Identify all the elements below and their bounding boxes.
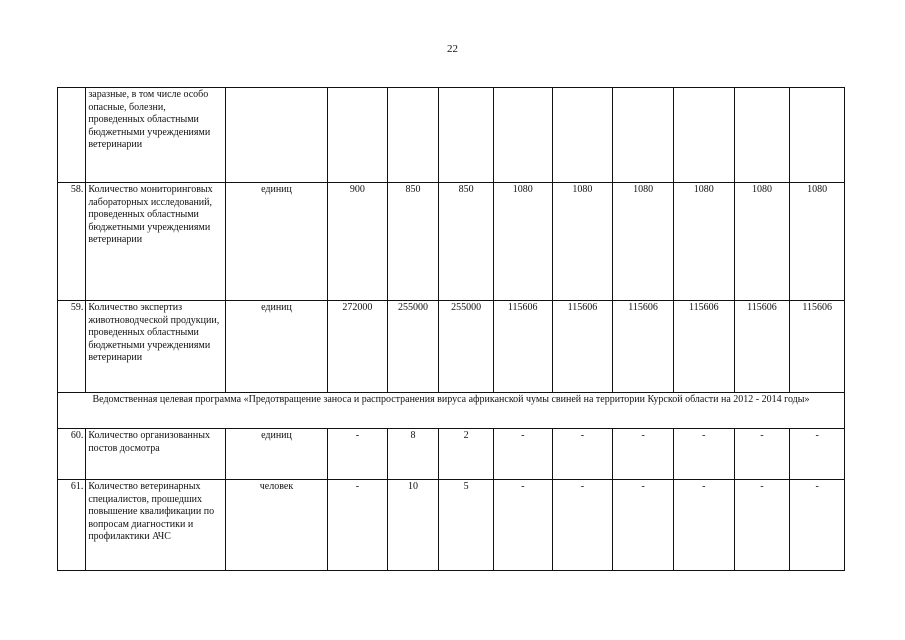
value-cell (673, 88, 734, 183)
value-cell: 1080 (673, 183, 734, 301)
value-cell: - (673, 480, 734, 571)
value-cell: 2 (439, 429, 494, 480)
value-cell: - (613, 480, 674, 571)
row-number: 58. (58, 183, 86, 301)
indicator-name: Количество организованных постов досмотра (86, 429, 226, 480)
indicator-name: Количество ветеринарных специалистов, прошедших повышение квалификации по вопросам диагностики и профилактики АЧС (86, 480, 226, 571)
value-cell: - (552, 480, 613, 571)
value-cell: 1080 (790, 183, 845, 301)
value-cell: 255000 (439, 301, 494, 393)
value-cell: - (552, 429, 613, 480)
value-cell: 115606 (613, 301, 674, 393)
value-cell: 115606 (734, 301, 790, 393)
value-cell: 900 (328, 183, 388, 301)
row-number: 59. (58, 301, 86, 393)
value-cell: 1080 (493, 183, 552, 301)
value-cell: 10 (387, 480, 439, 571)
value-cell: - (734, 480, 790, 571)
table-row (58, 183, 845, 301)
unit-cell (225, 88, 327, 183)
value-cell: 850 (387, 183, 439, 301)
indicator-name: заразные, в том числе особо опасные, болезни, проведенных областными бюджетными учреждениями ветеринарии (86, 88, 226, 183)
value-cell: 115606 (790, 301, 845, 393)
table-row (58, 480, 845, 571)
unit-cell: единиц (225, 183, 327, 301)
value-cell: - (493, 429, 552, 480)
value-cell: - (328, 429, 388, 480)
unit-cell: единиц (225, 301, 327, 393)
row-number: 60. (58, 429, 86, 480)
unit-cell: человек (225, 480, 327, 571)
indicators-table (57, 87, 845, 571)
row-number: 61. (58, 480, 86, 571)
value-cell (493, 88, 552, 183)
program-title: Ведомственная целевая программа «Предотвращение заноса и распространения вируса африканской чумы свиней на территории Курской области на 2012 - 2014 годы» (58, 393, 845, 429)
value-cell: 1080 (552, 183, 613, 301)
value-cell (328, 88, 388, 183)
value-cell (613, 88, 674, 183)
value-cell: 850 (439, 183, 494, 301)
value-cell: 115606 (552, 301, 613, 393)
value-cell: - (493, 480, 552, 571)
value-cell (552, 88, 613, 183)
indicator-name: Количество экспертиз животноводческой продукции, проведенных областными бюджетными учреждениями ветеринарии (86, 301, 226, 393)
row-number (58, 88, 86, 183)
value-cell: 115606 (493, 301, 552, 393)
value-cell: - (790, 429, 845, 480)
indicator-name: Количество мониторинговых лабораторных исследований, проведенных областными бюджетными учреждениями ветеринарии (86, 183, 226, 301)
value-cell: - (790, 480, 845, 571)
value-cell: 8 (387, 429, 439, 480)
unit-cell: единиц (225, 429, 327, 480)
table-row (58, 429, 845, 480)
value-cell (790, 88, 845, 183)
value-cell: 115606 (673, 301, 734, 393)
program-heading-row (58, 393, 845, 429)
value-cell: 272000 (328, 301, 388, 393)
value-cell: 5 (439, 480, 494, 571)
page-number: 22 (447, 43, 458, 55)
value-cell: - (734, 429, 790, 480)
value-cell: - (673, 429, 734, 480)
value-cell: 1080 (734, 183, 790, 301)
table-row (58, 301, 845, 393)
value-cell (439, 88, 494, 183)
value-cell: 255000 (387, 301, 439, 393)
value-cell: - (328, 480, 388, 571)
table-row (58, 88, 845, 183)
value-cell (734, 88, 790, 183)
value-cell (387, 88, 439, 183)
value-cell: 1080 (613, 183, 674, 301)
value-cell: - (613, 429, 674, 480)
